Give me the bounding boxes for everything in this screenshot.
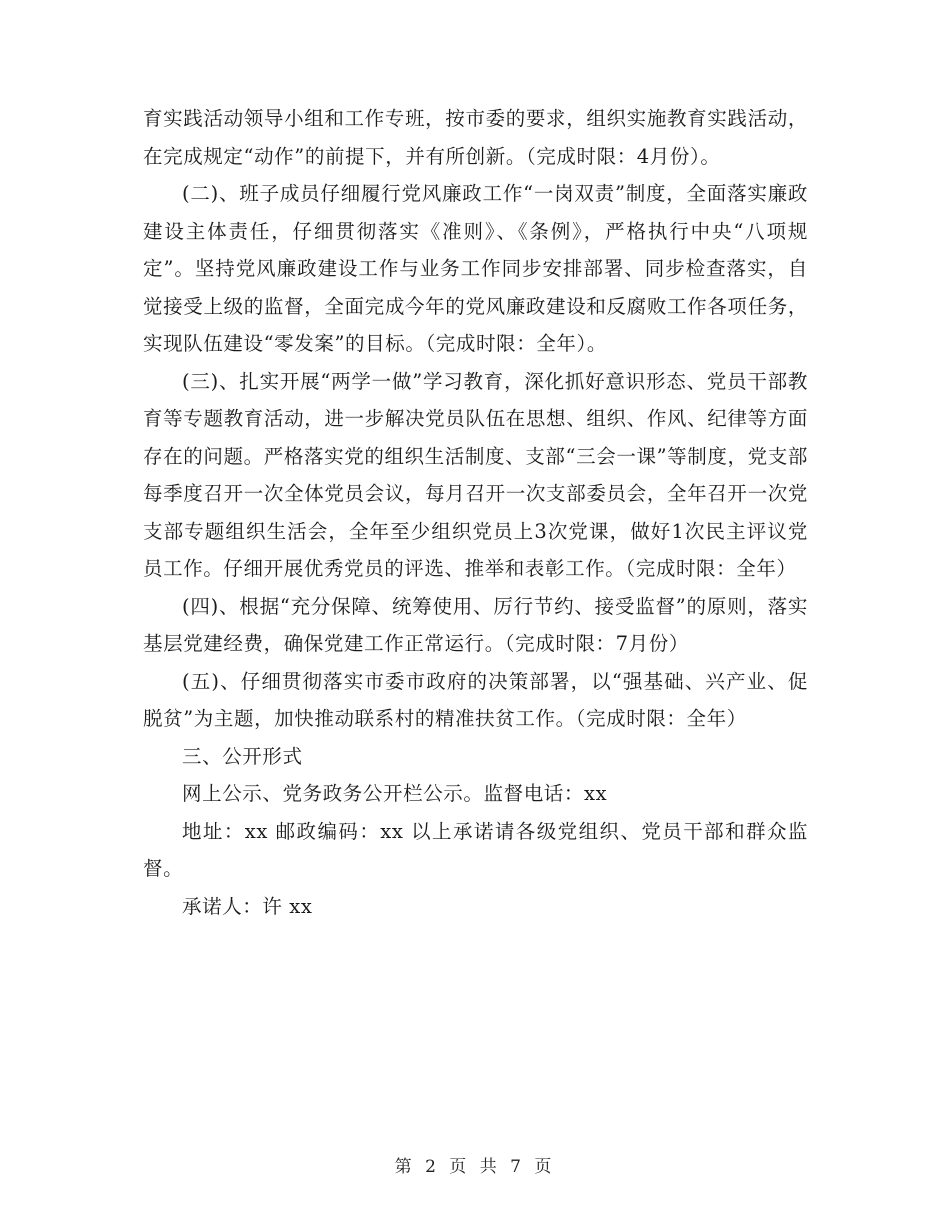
paragraph-disclosure-method: 网上公示、党务政务公开栏公示。监督电话：xx: [182, 782, 608, 805]
section-heading-disclosure: 三、公开形式: [182, 744, 303, 768]
document-body: [143, 100, 808, 925]
paragraph-item-3: (三)、扎实开展“两学一做”学习教育，深化抓好意识形态、党员干部教育等专题教育活动，进一步解决党员队伍在思想、组织、作风、纪律等方面存在的问题。严格落实党的组织生活制度、支部“三会一课”等制度，党支部每季度召开一次全体党员会议，每月召开一次支部委员会，全年召开一次党支部专题组织生活会，全年至少组织党员上3次党课，做好1次民主评议党员工作。仔细开展优秀党员的评选、推举和表彰工作。（完成时限：全年）: [143, 369, 808, 580]
paragraph-signatory: 承诺人：许 xx: [182, 894, 313, 918]
paragraph-item-4: (四)、根据“充分保障、统筹使用、厉行节约、接受监督”的原则，落实基层党建经费，确保党建工作正常运行。（完成时限：7月份）: [143, 594, 808, 655]
page-number-footer: 第 2 页 共 7 页: [394, 1157, 556, 1177]
paragraph-item-2: (二)、班子成员仔细履行党风廉政工作“一岗双责”制度，全面落实廉政建设主体责任，仔细贯彻落实《准则》、《条例》，严格执行中央“八项规定”。坚持党风廉政建设工作与业务工作同步安排部署、同步检查落实，自觉接受上级的监督，全面完成今年的党风廉政建设和反腐败工作各项任务，实现队伍建设“零发案”的目标。（完成时限：全年）。: [143, 182, 808, 355]
paragraph-continuation: 育实践活动领导小组和工作专班，按市委的要求，组织实施教育实践活动，在完成规定“动作”的前提下，并有所创新。（完成时限：4月份）。: [143, 107, 808, 168]
paragraph-address: 地址：xx 邮政编码：xx 以上承诺请各级党组织、党员干部和群众监督。: [143, 819, 808, 880]
paragraph-item-5: (五)、仔细贯彻落实市委市政府的决策部署，以“强基础、兴产业、促脱贫”为主题，加快推动联系村的精准扶贫工作。（完成时限：全年）: [143, 669, 808, 730]
